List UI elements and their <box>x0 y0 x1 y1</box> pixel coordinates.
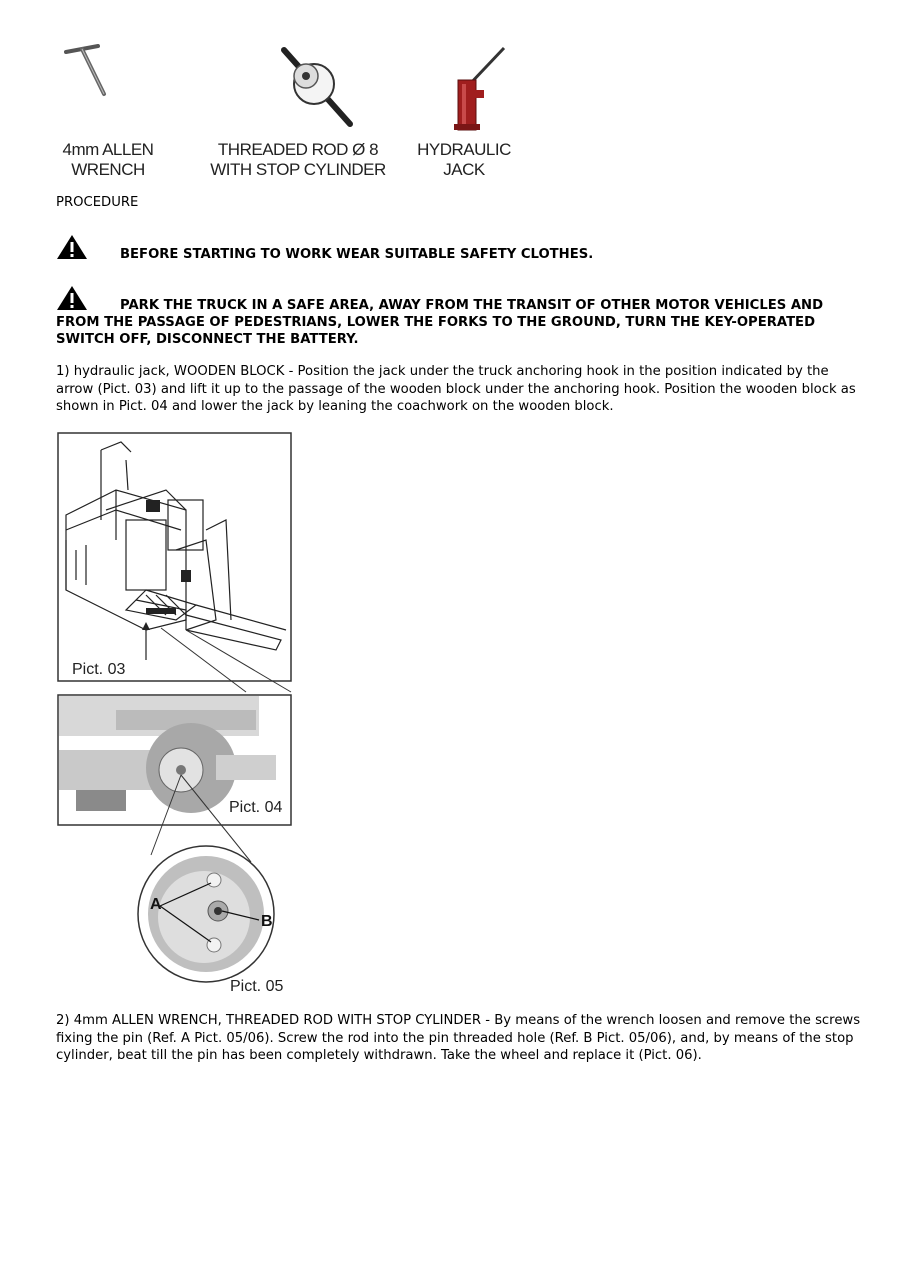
hydraulic-jack-label <box>404 140 524 180</box>
hydraulic-jack-label-line-1: HYDRAULIC <box>417 140 511 159</box>
callout-a: A <box>150 896 162 913</box>
procedure-heading: PROCEDURE <box>56 195 139 210</box>
step-2-text: 2) 4mm ALLEN WRENCH, THREADED ROD WITH STOP CYLINDER - By means of the wrench loosen and remove the screws fixing the pin (Ref. A Pict. 05/06). Screw the rod into the pin threaded hole (Ref. B Pict. 05/06), and, by means of the stop cylinder, beat till the pin has been completely withdrawn. Take the wheel and replace it (Pict. 06). <box>56 1013 861 1063</box>
threaded-rod-label <box>196 140 400 180</box>
hydraulic-jack-label-line-2: JACK <box>443 160 485 179</box>
allen-wrench-label-line-2: WRENCH <box>71 160 145 179</box>
pict-03-label: Pict. 03 <box>72 661 126 678</box>
warning-icon <box>56 234 88 260</box>
threaded-rod-icon <box>270 44 360 130</box>
allen-wrench-icon <box>58 44 148 100</box>
callout-b: B <box>261 913 273 930</box>
warning-safety-clothes: BEFORE STARTING TO WORK WEAR SUITABLE SAFETY CLOTHES. <box>120 247 594 262</box>
allen-wrench-label <box>44 140 172 180</box>
hydraulic-jack-icon <box>448 44 508 134</box>
allen-wrench-label-line-1: 4mm ALLEN <box>62 140 154 159</box>
warning-park-truck: PARK THE TRUCK IN A SAFE AREA, AWAY FROM THE TRANSIT OF OTHER MOTOR VEHICLES AND FROM THE PASSAGE OF PEDESTRIANS, LOWER THE FORKS TO THE GROUND, TURN THE KEY-OPERATED SWITCH OFF, DISCONNECT THE BATTERY. <box>56 298 824 347</box>
step-1-text: 1) hydraulic jack, WOODEN BLOCK - Position the jack under the truck anchoring hook in the position indicated by the arrow (Pict. 03) and lift it up to the passage of the wooden block under the anchoring hook. Position the wooden block as shown in Pict. 04 and lower the jack by leaning the coachwork on the wooden block. <box>56 364 856 414</box>
threaded-rod-label-line-2: WITH STOP CYLINDER <box>210 160 386 179</box>
truck-figure <box>56 430 296 1000</box>
pict-04-label: Pict. 04 <box>229 799 283 816</box>
pict-05-label: Pict. 05 <box>230 978 284 995</box>
threaded-rod-label-line-1: THREADED ROD Ø 8 <box>217 140 379 159</box>
